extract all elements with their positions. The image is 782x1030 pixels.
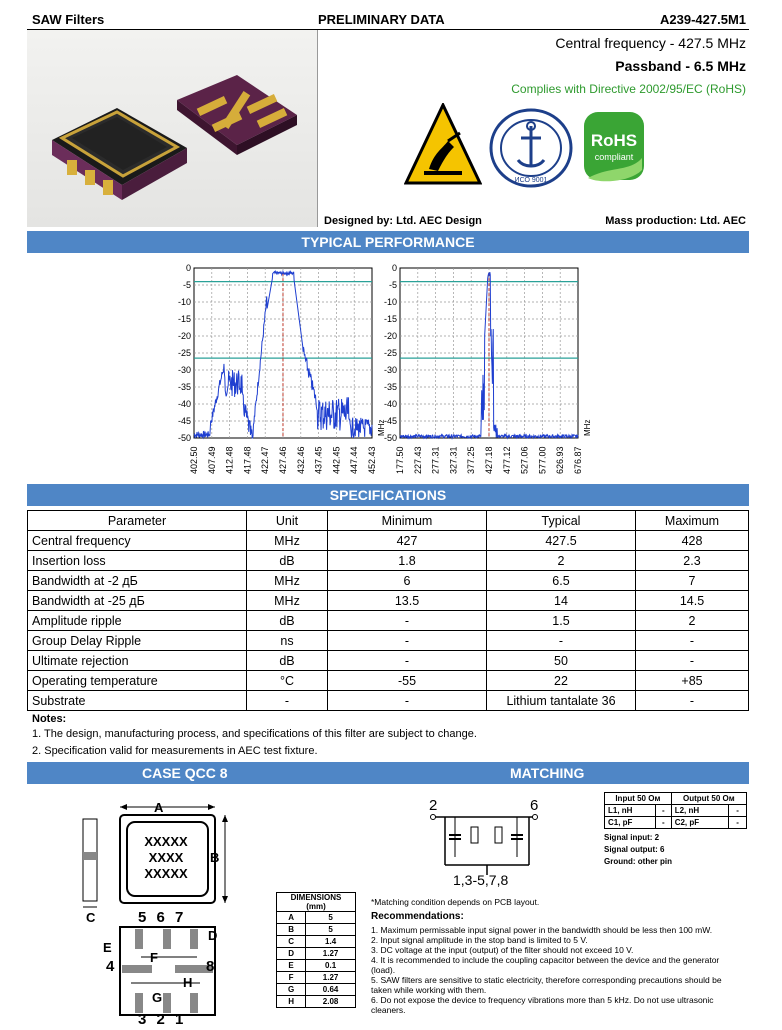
dim-label-f: F — [150, 950, 158, 965]
y-tick-label: -5 — [388, 280, 397, 290]
matching-pin-right: 6 — [530, 797, 539, 814]
cell: C2, pF — [671, 817, 729, 829]
header-typical: Typical — [487, 511, 636, 531]
x-tick-label: 626.93 — [555, 446, 566, 474]
table-header-row — [28, 511, 749, 531]
cell: - — [656, 805, 672, 817]
max-cell: - — [636, 691, 749, 711]
param-cell: Amplitude ripple — [28, 611, 247, 631]
param-cell: Substrate — [28, 691, 247, 711]
cell: - — [656, 817, 672, 829]
dim-value: 1.27 — [306, 948, 356, 960]
table-row — [28, 691, 749, 711]
table-row — [28, 631, 749, 651]
x-tick-label: 427.18 — [484, 446, 494, 474]
notes-title: Notes: — [32, 713, 67, 725]
table-row — [605, 817, 747, 829]
x-tick-label: 477.12 — [501, 446, 512, 474]
table-row — [28, 651, 749, 671]
unit-cell: ns — [247, 631, 328, 651]
x-tick-label: 407.49 — [206, 446, 217, 474]
dim-label-e: E — [103, 940, 112, 955]
header-parameter: Parameter — [28, 511, 247, 531]
cell: - — [729, 817, 747, 829]
note-item: 1. The design, manufacturing process, and specifications of this filter are subject to change. — [32, 728, 477, 740]
x-tick-label: 432.46 — [295, 446, 306, 474]
output-header: Output 50 Ом — [671, 793, 746, 805]
dim-label-a: A — [154, 800, 164, 815]
x-tick-label: 417.48 — [242, 446, 253, 474]
dim-label-b: B — [210, 850, 220, 865]
table-row — [277, 912, 356, 924]
y-tick-label: -30 — [177, 365, 191, 375]
unit-cell: - — [247, 691, 328, 711]
min-cell: - — [328, 631, 487, 651]
header-unit: Unit — [247, 511, 328, 531]
recommendation-item: 2. Input signal amplitude in the stop band is limited to 5 V. — [371, 935, 588, 945]
table-row — [277, 972, 356, 984]
pins-top-labels: 5 6 7 — [138, 909, 187, 926]
table-row — [277, 996, 356, 1008]
y-tick-label: -25 — [177, 348, 191, 358]
dim-value: 1.4 — [306, 936, 356, 948]
signal-input: Signal input: 2 — [604, 833, 660, 842]
x-tick-label: 447.44 — [349, 446, 360, 474]
frequency-response-chart-wide — [376, 258, 606, 483]
recommendations-title: Recommendations: — [371, 911, 464, 922]
y-tick-label: -50 — [383, 433, 397, 443]
cell: L2, nH — [671, 805, 729, 817]
dim-key: H — [277, 996, 306, 1008]
typ-cell: 2 — [487, 551, 636, 571]
iso-text: ИСО 9001 — [514, 177, 548, 184]
case-matching-banner — [27, 762, 749, 784]
y-tick-label: -20 — [177, 331, 191, 341]
rohs-big-text: RoHS — [590, 131, 638, 150]
designed-by: Designed by: Ltd. AEC Design — [324, 215, 482, 227]
dim-key: G — [277, 984, 306, 996]
y-tick-label: -25 — [383, 348, 397, 358]
max-cell: 14.5 — [636, 591, 749, 611]
max-cell: 2.3 — [636, 551, 749, 571]
x-tick-label: 327.31 — [448, 446, 459, 474]
y-tick-label: -35 — [177, 382, 191, 392]
matching-table — [604, 792, 747, 829]
param-cell: Ultimate rejection — [28, 651, 247, 671]
x-tick-label: 177.50 — [395, 446, 405, 474]
table-row — [28, 571, 749, 591]
pin-right-label: 8 — [206, 958, 215, 975]
y-tick-label: -10 — [383, 297, 397, 307]
table-row — [28, 611, 749, 631]
min-cell: - — [328, 611, 487, 631]
max-cell: - — [636, 651, 749, 671]
frequency-response-chart-narrow — [170, 258, 386, 483]
dim-key: A — [277, 912, 306, 924]
x-tick-label: 227.43 — [412, 446, 423, 474]
recommendation-item: 5. SAW filters are sensitive to static electricity, therefore corresponding precautions should be taken while working with them. — [371, 975, 722, 995]
header-left: SAW Filters — [32, 12, 105, 27]
x-tick-label: 437.45 — [313, 446, 324, 474]
dim-value: 1.27 — [306, 972, 356, 984]
mass-production: Mass production: Ltd. AEC — [605, 215, 746, 227]
min-cell: 6 — [328, 571, 487, 591]
param-cell: Group Delay Ripple — [28, 631, 247, 651]
dimensions-title: DIMENSIONS (mm) — [277, 893, 356, 912]
x-tick-label: 452.43 — [367, 446, 377, 474]
typ-cell: 6.5 — [487, 571, 636, 591]
unit-cell: MHz — [247, 571, 328, 591]
min-cell: 13.5 — [328, 591, 487, 611]
x-tick-label: 427.46 — [278, 446, 288, 474]
marking-line: XXXXX — [144, 834, 188, 849]
y-tick-label: -45 — [177, 416, 191, 426]
header-right: A239-427.5M1 — [660, 12, 746, 27]
header-maximum: Maximum — [636, 511, 749, 531]
x-unit-label: MHz — [377, 419, 386, 436]
y-tick-label: -10 — [177, 297, 191, 307]
dim-label-g: G — [152, 990, 163, 1005]
param-cell: Central frequency — [28, 531, 247, 551]
central-frequency-text — [555, 35, 746, 51]
min-cell: 1.8 — [328, 551, 487, 571]
y-tick-label: -45 — [383, 416, 397, 426]
max-cell: - — [636, 631, 749, 651]
typical-performance-banner: TYPICAL PERFORMANCE — [27, 231, 749, 253]
y-tick-label: -40 — [383, 399, 397, 409]
signal-info — [604, 832, 672, 868]
signal-output: Signal output: 6 — [604, 845, 665, 854]
iso-certification-seal-icon — [488, 108, 574, 188]
dim-label-d: D — [208, 928, 218, 943]
unit-cell: MHz — [247, 591, 328, 611]
specifications-table — [27, 510, 749, 711]
recommendation-item: 1. Maximum permissable input signal power in the bandwidth should be less then 100 mW. — [371, 925, 713, 935]
cell: L1, nH — [605, 805, 656, 817]
dim-value: 2.08 — [306, 996, 356, 1008]
matching-note: *Matching condition depends on PCB layout. — [371, 897, 540, 907]
table-row — [277, 960, 356, 972]
dim-key: B — [277, 924, 306, 936]
matching-banner-label: MATCHING — [510, 765, 585, 781]
y-tick-label: -40 — [177, 399, 191, 409]
header-minimum: Minimum — [328, 511, 487, 531]
unit-cell: °C — [247, 671, 328, 691]
rohs-compliant-logo-icon — [580, 108, 648, 184]
dim-key: C — [277, 936, 306, 948]
product-photo — [27, 30, 318, 227]
unit-cell: dB — [247, 551, 328, 571]
matching-pin-ground: 1,3-5,7,8 — [453, 872, 509, 888]
x-tick-label: 377.25 — [466, 446, 477, 474]
x-unit-label: MHz — [583, 419, 592, 436]
table-row — [28, 591, 749, 611]
y-tick-label: -20 — [383, 331, 397, 341]
ground-pins: Ground: other pin — [604, 857, 672, 866]
y-tick-label: -50 — [177, 433, 191, 443]
table-row — [277, 948, 356, 960]
recommendations-list — [371, 925, 731, 1015]
unit-cell: MHz — [247, 531, 328, 551]
dim-key: F — [277, 972, 306, 984]
rohs-small-text: compliant — [594, 152, 634, 162]
x-tick-label: 442.45 — [331, 446, 342, 474]
table-row — [605, 805, 747, 817]
dim-label-h: H — [183, 975, 193, 990]
x-tick-label: 527.06 — [519, 446, 530, 474]
dim-value: 5 — [306, 924, 356, 936]
marking-line: XXXX — [148, 850, 184, 865]
table-row — [28, 671, 749, 691]
y-tick-label: -5 — [182, 280, 191, 290]
x-tick-label: 422.47 — [260, 446, 271, 474]
y-tick-label: 0 — [391, 263, 397, 273]
dim-value: 5 — [306, 912, 356, 924]
y-tick-label: -30 — [383, 365, 397, 375]
y-tick-label: 0 — [185, 263, 191, 273]
case-banner-label: CASE QCC 8 — [142, 765, 228, 781]
max-cell: +85 — [636, 671, 749, 691]
y-tick-label: -35 — [383, 382, 397, 392]
x-tick-label: 577.00 — [537, 446, 548, 474]
unit-cell: dB — [247, 611, 328, 631]
freq-label: Central frequency - — [555, 35, 679, 51]
x-tick-label: 402.50 — [189, 446, 199, 474]
min-cell: 427 — [328, 531, 487, 551]
typ-cell: - — [487, 631, 636, 651]
max-cell: 428 — [636, 531, 749, 551]
table-row — [28, 551, 749, 571]
param-cell: Operating temperature — [28, 671, 247, 691]
max-cell: 2 — [636, 611, 749, 631]
esd-warning-icon — [404, 103, 482, 187]
recommendation-item: 6. Do not expose the device to frequency vibrations more than 5 kHz. Do not use ultrasonic cleaners. — [371, 995, 714, 1015]
dim-value: 0.64 — [306, 984, 356, 996]
dim-key: E — [277, 960, 306, 972]
matching-pin-left: 2 — [429, 797, 438, 814]
passband-text: Passband - 6.5 MHz — [615, 58, 746, 74]
cell: - — [729, 805, 747, 817]
typ-cell: 50 — [487, 651, 636, 671]
max-cell: 7 — [636, 571, 749, 591]
case-marking — [136, 834, 196, 882]
dim-label-c: C — [86, 910, 96, 925]
input-header: Input 50 Ом — [605, 793, 672, 805]
min-cell: - — [328, 691, 487, 711]
table-row — [277, 924, 356, 936]
x-tick-label: 676.87 — [573, 446, 583, 474]
note-item: 2. Specification valid for measurements in AEC test fixture. — [32, 745, 318, 757]
min-cell: - — [328, 651, 487, 671]
x-tick-label: 277.31 — [430, 446, 441, 474]
marking-line: XXXXX — [144, 866, 188, 881]
table-row — [277, 936, 356, 948]
product-photo-drawing — [27, 30, 317, 227]
y-tick-label: -15 — [177, 314, 191, 324]
dimensions-table — [276, 892, 356, 1008]
header-center: PRELIMINARY DATA — [318, 12, 445, 27]
param-cell: Insertion loss — [28, 551, 247, 571]
table-row — [28, 531, 749, 551]
recommendation-item: 3. DC voltage at the input (output) of the filter should not exceed 10 V. — [371, 945, 634, 955]
unit-cell: dB — [247, 651, 328, 671]
typ-cell: 22 — [487, 671, 636, 691]
y-tick-label: -15 — [383, 314, 397, 324]
dim-key: D — [277, 948, 306, 960]
param-cell: Bandwidth at -2 дБ — [28, 571, 247, 591]
dim-value: 0.1 — [306, 960, 356, 972]
pins-bottom-labels: 3 2 1 — [138, 1011, 187, 1028]
param-cell: Bandwidth at -25 дБ — [28, 591, 247, 611]
min-cell: -55 — [328, 671, 487, 691]
pin-left-label: 4 — [106, 958, 115, 975]
recommendation-item: 4. It is recommended to include the coupling capacitor between the device and the generator (load). — [371, 955, 720, 975]
table-row — [277, 984, 356, 996]
rohs-directive-text: Complies with Directive 2002/95/EC (RoHS) — [511, 82, 746, 96]
specifications-banner: SPECIFICATIONS — [27, 484, 749, 506]
x-tick-label: 412.48 — [224, 446, 235, 474]
typ-cell: 14 — [487, 591, 636, 611]
typ-cell: 1.5 — [487, 611, 636, 631]
freq-value: 427.5 MHz — [678, 35, 746, 51]
cell: C1, pF — [605, 817, 656, 829]
typ-cell: Lithium tantalate 36 — [487, 691, 636, 711]
typ-cell: 427.5 — [487, 531, 636, 551]
